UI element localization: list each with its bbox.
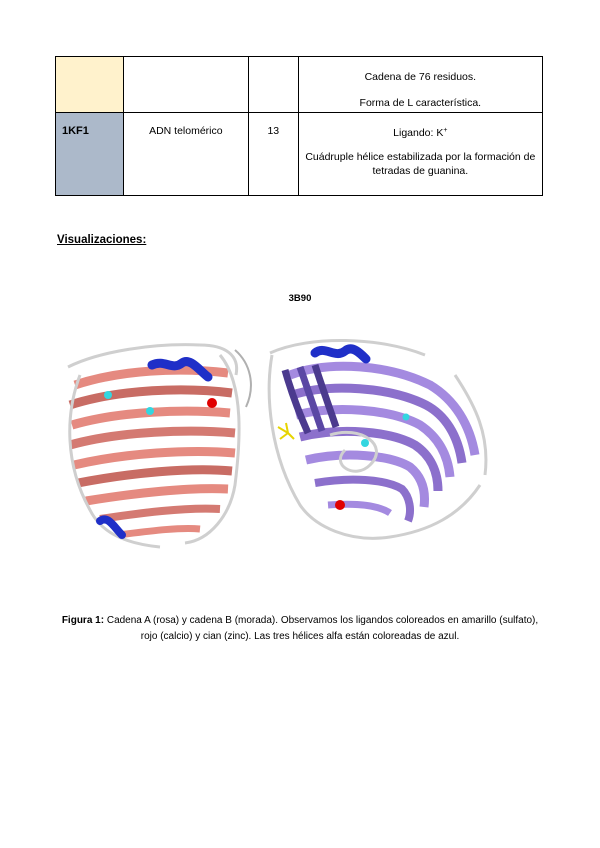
table-cell-notes — [298, 113, 542, 196]
section-heading: Visualizaciones: — [57, 234, 147, 246]
chain-a-ribbon — [68, 345, 251, 547]
table-cell-id — [56, 57, 124, 113]
table-cell-name — [123, 57, 248, 113]
zinc-ion — [403, 414, 410, 421]
protein-structure-image — [60, 315, 505, 555]
ligand-table — [55, 56, 543, 196]
ligand-label: Ligando: K — [393, 127, 444, 139]
ligand-line — [299, 113, 542, 140]
figure-pdb-id: 3B90 — [288, 293, 312, 304]
ligand-charge: + — [443, 127, 448, 134]
table-cell-residues — [248, 113, 298, 196]
molecule-name: ADN telomérico — [149, 125, 223, 137]
note-line: Forma de L característica. — [359, 97, 482, 109]
note-line: Cadena de 76 residuos. — [364, 71, 477, 83]
table-cell-name — [123, 113, 248, 196]
zinc-ion — [104, 391, 112, 399]
table-cell-notes — [298, 57, 542, 113]
pdb-code: 1KF1 — [62, 125, 89, 137]
caption-label: Figura 1: — [61, 615, 105, 626]
sulfate-ligand — [278, 423, 294, 439]
table-cell-residues — [248, 57, 298, 113]
zinc-ion — [146, 407, 154, 415]
caption-text: Cadena A (rosa) y cadena B (morada). Observamos los ligandos coloreados en amarillo (sulfato), rojo (calcio) y cian (zinc). Las tres hélices alfa están coloreadas de azul. — [104, 615, 539, 642]
figure-caption — [55, 613, 545, 645]
chain-b-helix — [315, 349, 366, 359]
note-line: Cuádruple hélice estabilizada por la formación de tetradas de guanina. — [305, 151, 536, 177]
table-row — [56, 57, 543, 113]
calcium-ion — [207, 398, 217, 408]
table-row — [56, 113, 543, 196]
residue-count: 13 — [267, 125, 280, 137]
calcium-ion — [335, 500, 345, 510]
zinc-ion — [361, 439, 369, 447]
table-cell-id — [56, 113, 124, 196]
